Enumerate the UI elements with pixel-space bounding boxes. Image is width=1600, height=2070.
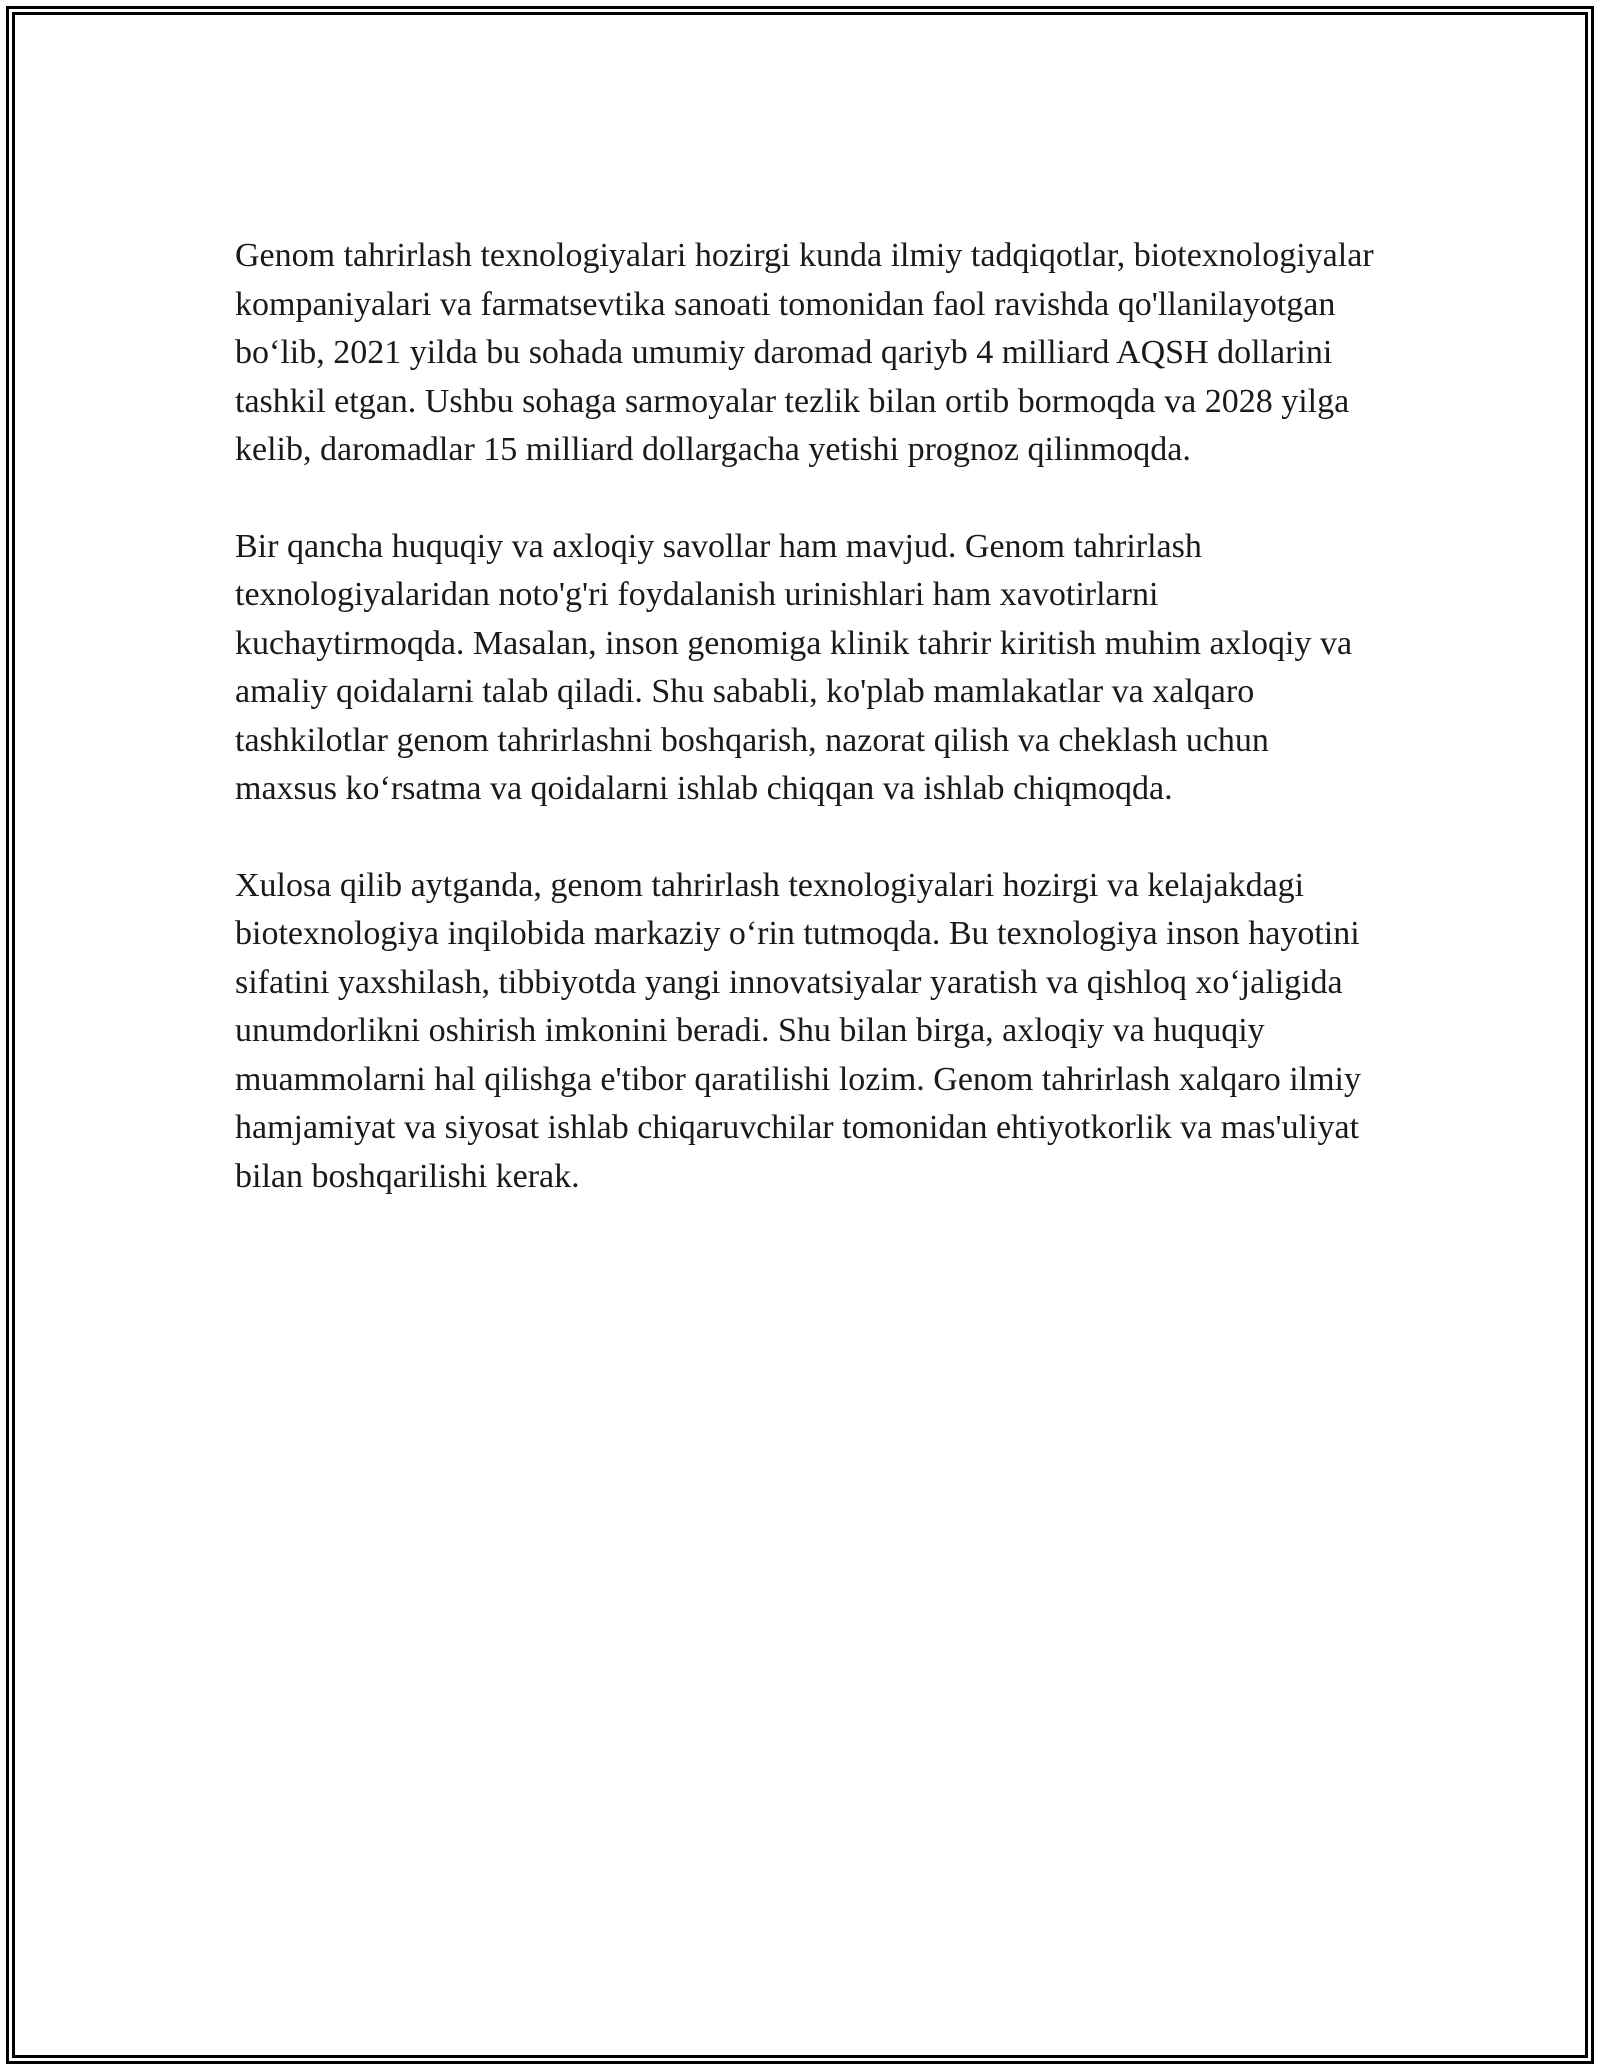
- paragraph-3: Xulosa qilib aytganda, genom tahrirlash texnologiyalari hozirgi va kelajakdagi biotexnologiya inqilobida markaziy o‘rin tutmoqda. Bu texnologiya inson hayotini sifatini yaxshilash, tibbiyotda yangi innovatsiyalar yaratish va qishloq xo‘jaligida unumdorlikni oshirish imkonini beradi. Shu bilan birga, axloqiy va huquqiy muammolarni hal qilishga e'tibor qaratilishi lozim. Genom tahrirlash xalqaro ilmiy hamjamiyat va siyosat ishlab chiqaruvchilar tomonidan ehtiyotkorlik va mas'uliyat bilan boshqarilishi kerak.: [235, 866, 1361, 1195]
- document-body: [235, 232, 1375, 1249]
- paragraph-1: Genom tahrirlash texnologiyalari hozirgi kunda ilmiy tadqiqotlar, biotexnologiyalar kompaniyalari va farmatsevtika sanoati tomonidan faol ravishda qo'llanilayotgan bo‘lib, 2021 yilda bu sohada umumiy daromad qariyb 4 milliard AQSH dollarini tashkil etgan. Ushbu sohaga sarmoyalar tezlik bilan ortib bormoqda va 2028 yilga kelib, daromadlar 15 milliard dollargacha yetishi prognoz qilinmoqda.: [235, 237, 1374, 468]
- paragraph-2: Bir qancha huquqiy va axloqiy savollar ham mavjud. Genom tahrirlash texnologiyalaridan noto'g'ri foydalanish urinishlari ham xavotirlarni kuchaytirmoqda. Masalan, inson genomiga klinik tahrir kiritish muhim axloqiy va amaliy qoidalarni talab qiladi. Shu sababli, ko'plab mamlakatlar va xalqaro tashkilotlar genom tahrirlashni boshqarish, nazorat qilish va cheklash uchun maxsus ko‘rsatma va qoidalarni ishlab chiqqan va ishlab chiqmoqda.: [235, 527, 1353, 807]
